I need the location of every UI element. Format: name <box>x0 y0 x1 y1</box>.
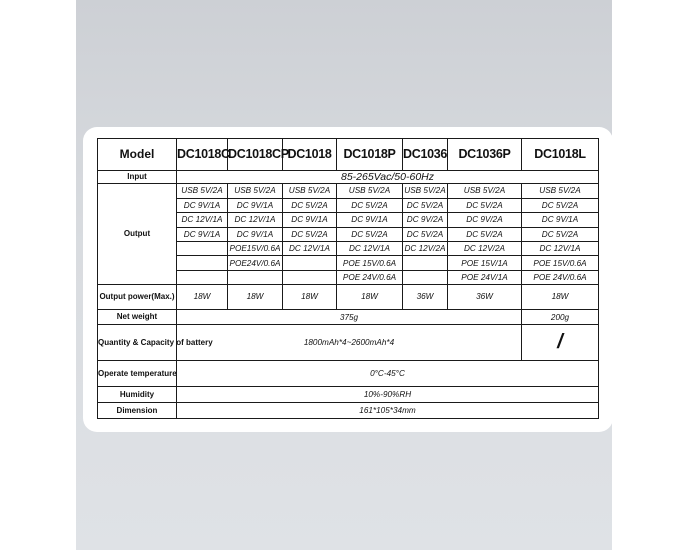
input-label: Input <box>98 170 177 183</box>
temperature-label: Operate temperature <box>98 361 177 387</box>
output-cell: DC 5V/2A <box>403 198 448 212</box>
temperature-row <box>98 361 599 387</box>
output-cell: DC 9V/2A <box>448 213 522 227</box>
output-cell: DC 5V/2A <box>403 227 448 241</box>
output-cell: DC 9V/1A <box>228 198 283 212</box>
output-power-cell: 18W <box>177 285 228 310</box>
output-cell <box>283 270 337 284</box>
output-cell: DC 5V/2A <box>448 227 522 241</box>
output-power-cell: 18W <box>228 285 283 310</box>
model-header: DC1036P <box>448 139 522 171</box>
output-cell: POE15V/0.6A <box>228 241 283 255</box>
output-power-cell: 36W <box>448 285 522 310</box>
output-cell <box>403 270 448 284</box>
output-cell: DC 9V/1A <box>177 227 228 241</box>
battery-label: Quantity & Capacity of battery <box>98 325 177 361</box>
output-power-cell: 18W <box>337 285 403 310</box>
dimension-label: Dimension <box>98 403 177 419</box>
output-cell: POE 24V/0.6A <box>522 270 599 284</box>
output-cell <box>177 256 228 270</box>
output-power-row <box>98 285 599 310</box>
output-cell: DC 12V/2A <box>448 241 522 255</box>
output-cell: DC 12V/1A <box>228 213 283 227</box>
output-cell: DC 9V/1A <box>337 213 403 227</box>
output-cell: USB 5V/2A <box>337 184 403 198</box>
output-cell: DC 9V/1A <box>228 227 283 241</box>
spec-table <box>97 138 599 419</box>
output-cell: USB 5V/2A <box>448 184 522 198</box>
output-cell: POE 24V/1A <box>448 270 522 284</box>
output-row <box>98 184 599 198</box>
output-power-cell: 18W <box>522 285 599 310</box>
input-row <box>98 170 599 183</box>
battery-row <box>98 325 599 361</box>
output-label: Output <box>98 184 177 285</box>
output-cell: DC 9V/1A <box>177 198 228 212</box>
model-header: DC1018L <box>522 139 599 171</box>
dimension-value: 161*105*34mm <box>177 403 599 419</box>
output-cell: POE 24V/0.6A <box>337 270 403 284</box>
model-header: DC1018P <box>337 139 403 171</box>
net-weight-label: Net weight <box>98 309 177 324</box>
output-cell: DC 9V/2A <box>403 213 448 227</box>
output-power-cell: 18W <box>283 285 337 310</box>
net-weight-main: 375g <box>177 309 522 324</box>
output-cell: DC 12V/2A <box>403 241 448 255</box>
battery-l: / <box>522 325 599 361</box>
output-cell: DC 12V/1A <box>177 213 228 227</box>
output-cell: DC 5V/2A <box>337 227 403 241</box>
output-cell: DC 5V/2A <box>337 198 403 212</box>
input-value: 85-265Vac/50-60Hz <box>177 170 599 183</box>
output-cell: DC 9V/1A <box>522 213 599 227</box>
output-cell: DC 9V/1A <box>283 213 337 227</box>
model-label: Model <box>98 139 177 171</box>
output-cell: POE 15V/0.6A <box>337 256 403 270</box>
output-cell: DC 12V/1A <box>522 241 599 255</box>
output-cell: DC 5V/2A <box>283 198 337 212</box>
output-cell: POE24V/0.6A <box>228 256 283 270</box>
output-cell: USB 5V/2A <box>283 184 337 198</box>
header-row <box>98 139 599 171</box>
model-header: DC1018C <box>177 139 228 171</box>
output-cell <box>228 270 283 284</box>
output-cell: DC 5V/2A <box>283 227 337 241</box>
output-cell: DC 12V/1A <box>337 241 403 255</box>
net-weight-row <box>98 309 599 324</box>
humidity-row <box>98 387 599 403</box>
output-cell: USB 5V/2A <box>177 184 228 198</box>
output-cell: USB 5V/2A <box>228 184 283 198</box>
output-cell <box>177 270 228 284</box>
output-cell: DC 12V/1A <box>283 241 337 255</box>
humidity-value: 10%-90%RH <box>177 387 599 403</box>
humidity-label: Humidity <box>98 387 177 403</box>
output-cell <box>283 256 337 270</box>
output-cell: USB 5V/2A <box>403 184 448 198</box>
output-cell: DC 5V/2A <box>522 227 599 241</box>
output-cell <box>177 241 228 255</box>
output-cell: DC 5V/2A <box>522 198 599 212</box>
output-power-cell: 36W <box>403 285 448 310</box>
model-header: DC1018CP <box>228 139 283 171</box>
output-cell: POE 15V/1A <box>448 256 522 270</box>
output-cell <box>403 256 448 270</box>
output-cell: USB 5V/2A <box>522 184 599 198</box>
net-weight-l: 200g <box>522 309 599 324</box>
model-header: DC1018 <box>283 139 337 171</box>
output-cell: DC 5V/2A <box>448 198 522 212</box>
model-header: DC1036 <box>403 139 448 171</box>
dimension-row <box>98 403 599 419</box>
output-cell: POE 15V/0.6A <box>522 256 599 270</box>
battery-main: 1800mAh*4~2600mAh*4 <box>177 325 522 361</box>
temperature-value: 0°C-45°C <box>177 361 599 387</box>
output-power-label: Output power(Max.) <box>98 285 177 310</box>
